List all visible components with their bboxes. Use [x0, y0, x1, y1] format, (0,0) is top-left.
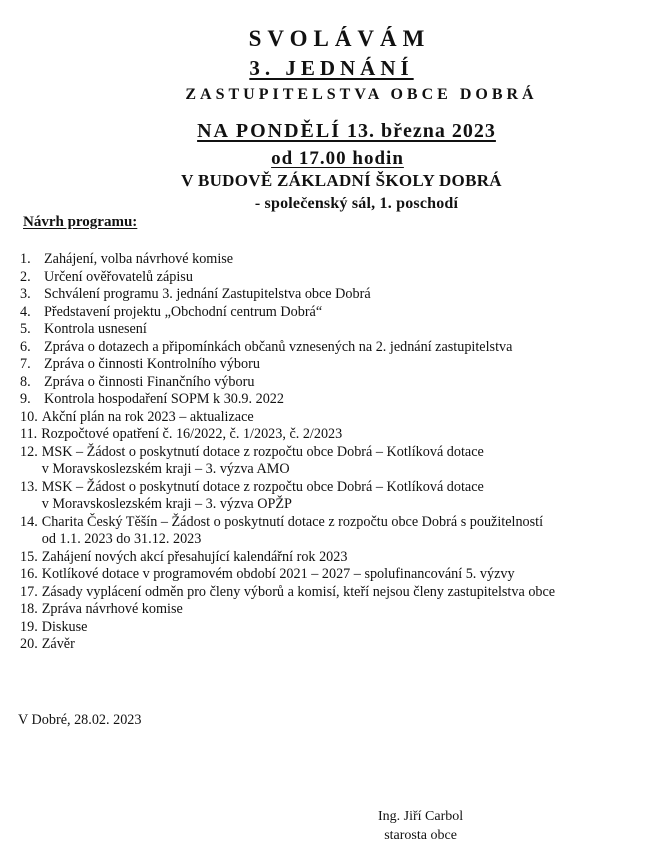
heading-venue: V BUDOVĚ ZÁKLADNÍ ŠKOLY DOBRÁ — [181, 171, 502, 190]
agenda-item-text — [41, 426, 342, 444]
agenda-item-number: 10. — [20, 408, 38, 425]
agenda-item-number: 17. — [20, 583, 38, 600]
heading-date-value: 13. března 2023 — [347, 120, 496, 142]
agenda-item-number: 19. — [20, 618, 38, 635]
agenda-item — [20, 584, 650, 602]
agenda-item-number: 8. — [20, 373, 31, 390]
signature-block — [378, 807, 463, 845]
agenda-item-line: Zahájení, volba návrhové komise — [44, 251, 234, 267]
agenda-item — [20, 391, 650, 409]
agenda-item-text — [44, 339, 512, 357]
agenda-item-text — [42, 549, 348, 567]
agenda-item-line: Zásady vyplácení odměn pro členy výborů a komisí, kteří nejsou členy zastupitelstva obce — [41, 583, 556, 600]
agenda-item-continuation: v Moravskoslezském kraji – 3. výzva AMO — [41, 461, 290, 477]
agenda-item-line: Zpráva o činnosti Finančního výboru — [44, 373, 255, 390]
agenda-item — [20, 444, 650, 479]
agenda-item — [20, 356, 650, 374]
agenda-item-number: 12. — [20, 443, 38, 460]
agenda-item — [20, 409, 650, 427]
agenda-item — [20, 339, 650, 357]
heading-convene: SVOLÁVÁM — [248, 26, 431, 51]
agenda-item — [20, 286, 650, 304]
heading-time: od 17.00 hodin — [271, 148, 404, 169]
agenda-item — [20, 251, 650, 269]
date-line: V Dobré, 28.02. 2023 — [18, 712, 142, 728]
agenda-item — [20, 636, 650, 654]
agenda-item-number: 5. — [20, 321, 31, 337]
agenda-item-text — [42, 601, 183, 619]
signature-role: starosta obce — [384, 828, 457, 843]
heading-council: ZASTUPITELSTVA OBCE DOBRÁ — [185, 86, 538, 103]
agenda-item — [20, 304, 650, 322]
agenda-item-text — [42, 566, 515, 584]
agenda-item-number: 13. — [20, 478, 38, 495]
agenda-item-line: Kontrola usnesení — [44, 321, 147, 337]
agenda-item-text — [42, 514, 543, 549]
agenda-item-text — [44, 374, 254, 392]
agenda-item-continuation: v Moravskoslezském kraji – 3. výzva OPŽP — [41, 496, 292, 512]
agenda-item — [20, 321, 650, 339]
agenda-item-text — [42, 584, 555, 602]
agenda-item — [20, 514, 650, 549]
agenda-item-line: Zpráva návrhové komise — [41, 601, 183, 617]
agenda-item-text — [44, 391, 284, 409]
agenda-item-line: Určení ověřovatelů zápisu — [44, 268, 193, 285]
agenda-item-text — [42, 619, 88, 637]
agenda-item-number: 4. — [20, 303, 31, 320]
agenda-item-line: Charita Český Těšín – Žádost o poskytnutí dotace z rozpočtu obce Dobrá s použitelností — [41, 513, 544, 530]
heading-meeting-number: 3. JEDNÁNÍ — [249, 56, 414, 80]
agenda-item-text — [44, 269, 193, 287]
agenda-item-number: 9. — [20, 391, 31, 407]
agenda-item-number: 18. — [20, 601, 38, 617]
agenda-item — [20, 601, 650, 619]
heading-date — [0, 120, 663, 143]
agenda-item-line: Představení projektu „Obchodní centrum Dobrá“ — [44, 303, 323, 320]
agenda-item — [20, 619, 650, 637]
agenda-item-number: 2. — [20, 268, 31, 285]
agenda-item-line: MSK – Žádost o poskytnutí dotace z rozpočtu obce Dobrá – Kotlíková dotace — [41, 443, 484, 460]
agenda-list — [20, 251, 650, 654]
agenda-item — [20, 479, 650, 514]
agenda-item-line: Kotlíkové dotace v programovém období 2021 – 2027 – spolufinancování 5. výzvy — [41, 566, 515, 582]
agenda-item-line: Kontrola hospodaření SOPM k 30.9. 2022 — [44, 391, 284, 407]
agenda-item-line: Zahájení nových akcí přesahující kalendářní rok 2023 — [41, 548, 348, 565]
program-title: Návrh programu: — [23, 214, 138, 230]
agenda-item-text — [44, 286, 371, 304]
agenda-item-line: Zpráva o dotazech a připomínkách občanů vznesených na 2. jednání zastupitelstva — [44, 338, 513, 355]
agenda-item-number: 20. — [20, 636, 38, 652]
agenda-item-number: 11. — [20, 426, 38, 442]
agenda-item — [20, 426, 650, 444]
heading-day: NA PONDĚLÍ — [197, 120, 341, 142]
agenda-item-number: 15. — [20, 548, 38, 565]
agenda-item-text — [42, 409, 254, 427]
agenda-item-text — [42, 479, 484, 514]
agenda-item-number: 16. — [20, 566, 38, 582]
agenda-item-continuation: od 1.1. 2023 do 31.12. 2023 — [41, 531, 202, 547]
agenda-item-line: Diskuse — [41, 618, 88, 635]
agenda-item — [20, 374, 650, 392]
agenda-item-text — [42, 444, 484, 479]
agenda-item-number: 14. — [20, 513, 38, 530]
agenda-item-line: Zpráva o činnosti Kontrolního výboru — [44, 356, 260, 372]
agenda-item-number: 6. — [20, 338, 31, 355]
agenda-item-line: MSK – Žádost o poskytnutí dotace z rozpočtu obce Dobrá – Kotlíková dotace — [41, 478, 484, 495]
agenda-item-number: 7. — [20, 356, 31, 372]
agenda-item-text — [44, 251, 233, 269]
agenda-item — [20, 549, 650, 567]
signature-name: Ing. Jiří Carbol — [378, 809, 464, 824]
agenda-item-line: Závěr — [41, 636, 75, 652]
agenda-item-text — [44, 356, 260, 374]
agenda-item-text — [44, 321, 147, 339]
agenda-item-text — [42, 636, 75, 654]
agenda-item-line: Akční plán na rok 2023 – aktualizace — [41, 408, 254, 425]
agenda-item — [20, 269, 650, 287]
heading-room: - společenský sál, 1. poschodí — [254, 195, 459, 212]
agenda-item-number: 1. — [20, 251, 31, 267]
agenda-item-number: 3. — [20, 286, 31, 302]
agenda-item-text — [44, 304, 322, 322]
agenda-item-line: Schválení programu 3. jednání Zastupitelstva obce Dobrá — [44, 286, 371, 302]
agenda-item-line: Rozpočtové opatření č. 16/2022, č. 1/2023, č. 2/2023 — [41, 426, 343, 442]
agenda-item — [20, 566, 650, 584]
